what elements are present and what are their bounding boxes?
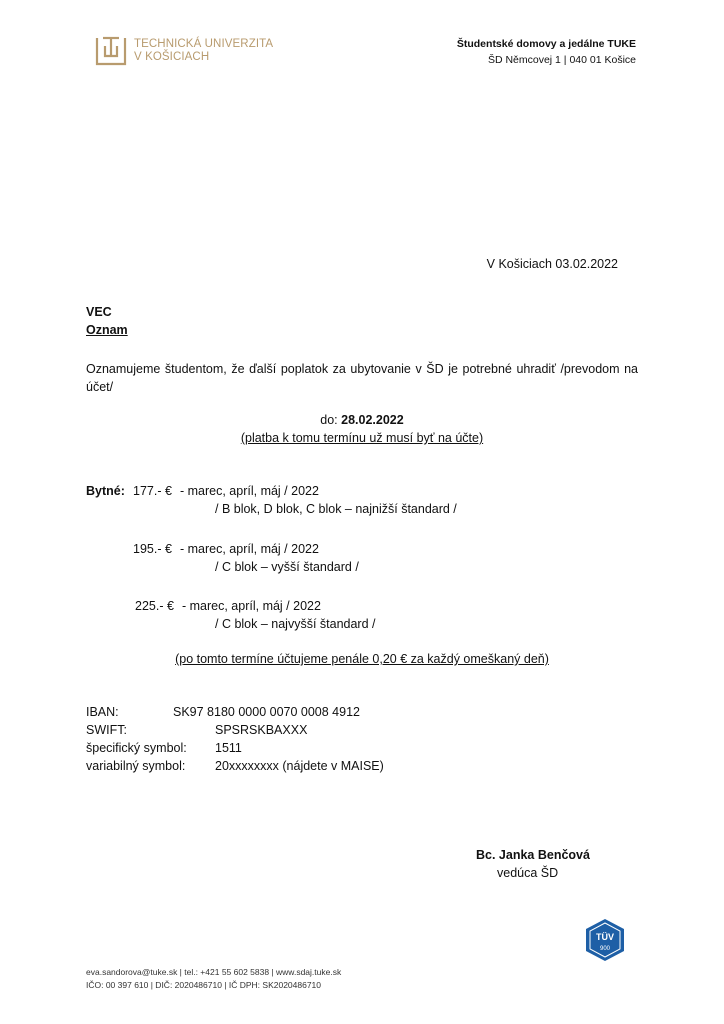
signatory-role: vedúca ŠD — [497, 866, 559, 880]
fee-blocks-3: / C blok – najvyšší štandard / — [215, 617, 376, 631]
penalty-note: (po tomto termíne účtujeme penále 0,20 € za každý omeškaný deň) — [175, 652, 549, 666]
iban-value: SK97 8180 0000 0070 0008 4912 — [173, 705, 360, 719]
letterhead-org: Študentské domovy a jedálne TUKE — [456, 38, 636, 50]
badge-top-text: TÜV — [596, 932, 614, 942]
footer — [86, 966, 341, 992]
logo-line-1: TECHNICKÁ UNIVERZITA — [134, 38, 274, 50]
badge-bottom-text: 900 — [599, 946, 611, 952]
signatory-name: Bc. Janka Benčová — [476, 848, 590, 862]
fee-blocks-1: / B blok, D blok, C blok – najnižší štandard / — [215, 502, 457, 516]
fee-amount-2: 195.- € — [133, 542, 172, 556]
logo-line-2: V KOŠICIACH — [134, 51, 210, 63]
subject-label: VEC — [86, 305, 112, 319]
fee-amount-1: 177.- € — [133, 484, 172, 498]
variable-symbol-value: 20xxxxxxxx (nájdete v MAISE) — [215, 759, 384, 773]
footer-company-ids: IČO: 00 397 610 | DIČ: 2020486710 | IČ DPH: SK2020486710 — [86, 980, 322, 990]
fees-label: Bytné: — [86, 484, 125, 498]
specific-symbol-label: špecifický symbol: — [86, 741, 187, 755]
intro-paragraph: Oznamujeme študentom, že ďalší poplatok za ubytovanie v ŠD je potrebné uhradiť /prevodom na účet/ — [86, 362, 638, 394]
letterhead — [457, 36, 636, 68]
tuv-certification-badge-icon — [583, 918, 627, 962]
fee-period-2: - marec, apríl, máj / 2022 — [180, 542, 319, 556]
deadline-date: 28.02.2022 — [341, 413, 404, 427]
university-logo-icon — [94, 34, 128, 68]
fee-period-3: - marec, apríl, máj / 2022 — [182, 599, 321, 613]
specific-symbol-value: 1511 — [215, 741, 242, 755]
deadline-prefix: do: — [320, 413, 342, 427]
fee-blocks-2: / C blok – vyšší štandard / — [215, 560, 359, 574]
swift-label: SWIFT: — [86, 723, 127, 737]
footer-contacts: eva.sandorova@tuke.sk | tel.: +421 55 602 5838 | www.sdaj.tuke.sk — [86, 967, 342, 977]
swift-value: SPSRSKBAXXX — [215, 723, 308, 737]
iban-label: IBAN: — [86, 705, 119, 719]
deadline-note: (platba k tomu termínu už musí byť na účte) — [240, 431, 484, 445]
subject-title: Oznam — [86, 323, 128, 337]
fee-amount-3: 225.- € — [135, 599, 174, 613]
letterhead-address: ŠD Němcovej 1 | 040 01 Košice — [487, 54, 636, 66]
deadline-line — [86, 413, 638, 427]
university-logo — [94, 34, 273, 68]
date-line: V Košiciach 03.02.2022 — [486, 257, 618, 271]
variable-symbol-label: variabilný symbol: — [86, 759, 186, 773]
fee-period-1: - marec, apríl, máj / 2022 — [180, 484, 319, 498]
